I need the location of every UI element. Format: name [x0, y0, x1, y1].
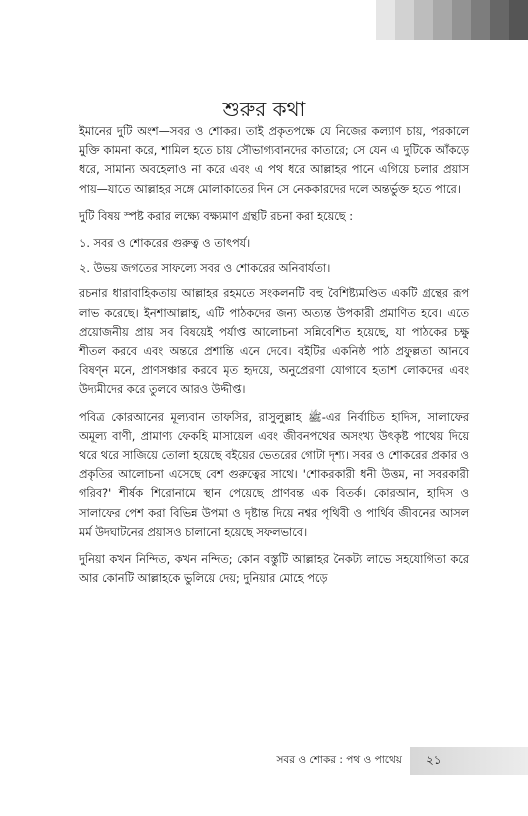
page-footer	[0, 747, 528, 775]
paragraph: ইমানের দুটি অংশ—সবর ও শোকর। তাই প্রকৃতপক্ষে যে নিজের কল্যাণ চায়, পরকালে মুক্তি কামনা করে, শামিল হতে চায় সৌভাগ্যবানদের কাতারে; সে যেন এ দুটিকে আঁকড়ে ধরে, সামান্য অবহেলাও না করে এবং এ পথ ধরে আল্লাহর পানে এগিয়ে চলার প্রয়াস পায়—যাতে আল্লাহর সঙ্গে মোলাকাতের দিন সে নেককারদের দলে অন্তর্ভুক্ত হতে পারে।	[79, 125, 469, 196]
paragraph: দুনিয়া কখন নিন্দিত, কখন নন্দিত; কোন বস্তুটি আল্লাহর নৈকট্য লাভে সহযোগিতা করে আর কোনটি আল্লাহকে ভুলিয়ে দেয়; দুনিয়ার মোহে পড়ে	[79, 553, 469, 586]
paragraph: পবিত্র কোরআনের মূল্যবান তাফসির, রাসুলুল্লাহ ﷺ-এর নির্বাচিত হাদিস, সালাফের অমূল্য বাণী, প্রামাণ্য ফেকহি মাসায়েল এবং জীবনপথের অসংখ্য উৎকৃষ্ট পাথেয় দিয়ে থরে থরে সাজিয়ে তোলা হয়েছে বইয়ের ভেতরের গোটা দৃশ্য। সবর ও শোকরের প্রকার ও প্রকৃতির আলোচনা এসেছে বেশ গুরুত্বের সাথে। 'শোকরকারী ধনী উত্তম, না সবরকারী গরিব?' শীর্ষক শিরোনামে স্থান পেয়েছে প্রাণবন্ত এক বিতর্ক। কোরআন, হাদিস ও সালাফের পেশ করা বিভিন্ন উপমা ও দৃষ্টান্ত দিয়ে নশ্বর পৃথিবী ও পার্থিব জীবনের আসল মর্ম উদঘাটনের প্রয়াসও চালানো হয়েছে সফলভাবে।	[79, 410, 470, 539]
body-text	[79, 122, 469, 596]
list-item: ১. সবর ও শোকরের গুরুত্ব ও তাৎপর্য।	[79, 237, 251, 251]
page-number: ২১	[426, 753, 442, 767]
corner-gradient-bars	[376, 0, 528, 40]
corner-bar	[509, 0, 528, 40]
corner-bar	[452, 0, 471, 40]
corner-bar	[395, 0, 414, 40]
corner-bar	[433, 0, 452, 40]
corner-bar	[376, 0, 395, 40]
corner-bar	[471, 0, 490, 40]
corner-bar	[490, 0, 509, 40]
running-footer-title: সবর ও শোকর : পথ ও পাথেয়	[276, 754, 402, 766]
page-title: শুরুর কথা	[222, 97, 306, 121]
paragraph: রচনার ধারাবাহিকতায় আল্লাহর রহমতে সংকলনটি বহু বৈশিষ্ট্যমণ্ডিত একটি গ্রন্থের রূপ লাভ করেছে। ইনশাআল্লাহ, এটি পাঠকদের জন্য অত্যন্ত উপকারী প্রমাণিত হবে। এতে প্রয়োজনীয় প্রায় সব বিষয়েই পর্যাপ্ত আলোচনা সন্নিবেশিত হয়েছে, যা পাঠকের চক্ষু শীতল করবে এবং অন্তরে প্রশান্তি এনে দেবে। বইটির একনিষ্ঠ পাঠ প্রফুল্লতা আনবে বিষণ্ন মনে, প্রাণসঞ্চার করবে মৃত হৃদয়ে, অনুপ্রেরণা যোগাবে হতাশ লোকদের এবং উদ্যমীদের করে তুলবে আরও উদ্দীপ্ত।	[79, 287, 469, 397]
corner-bar	[414, 0, 433, 40]
paragraph: দুটি বিষয় স্পষ্ট করার লক্ষ্যে বক্ষ্যমাণ গ্রন্থটি রচনা করা হয়েছে :	[79, 209, 354, 223]
list-item: ২. উভয় জগতের সাফল্যে সবর ও শোকরের অনিবার্যতা।	[79, 262, 331, 276]
